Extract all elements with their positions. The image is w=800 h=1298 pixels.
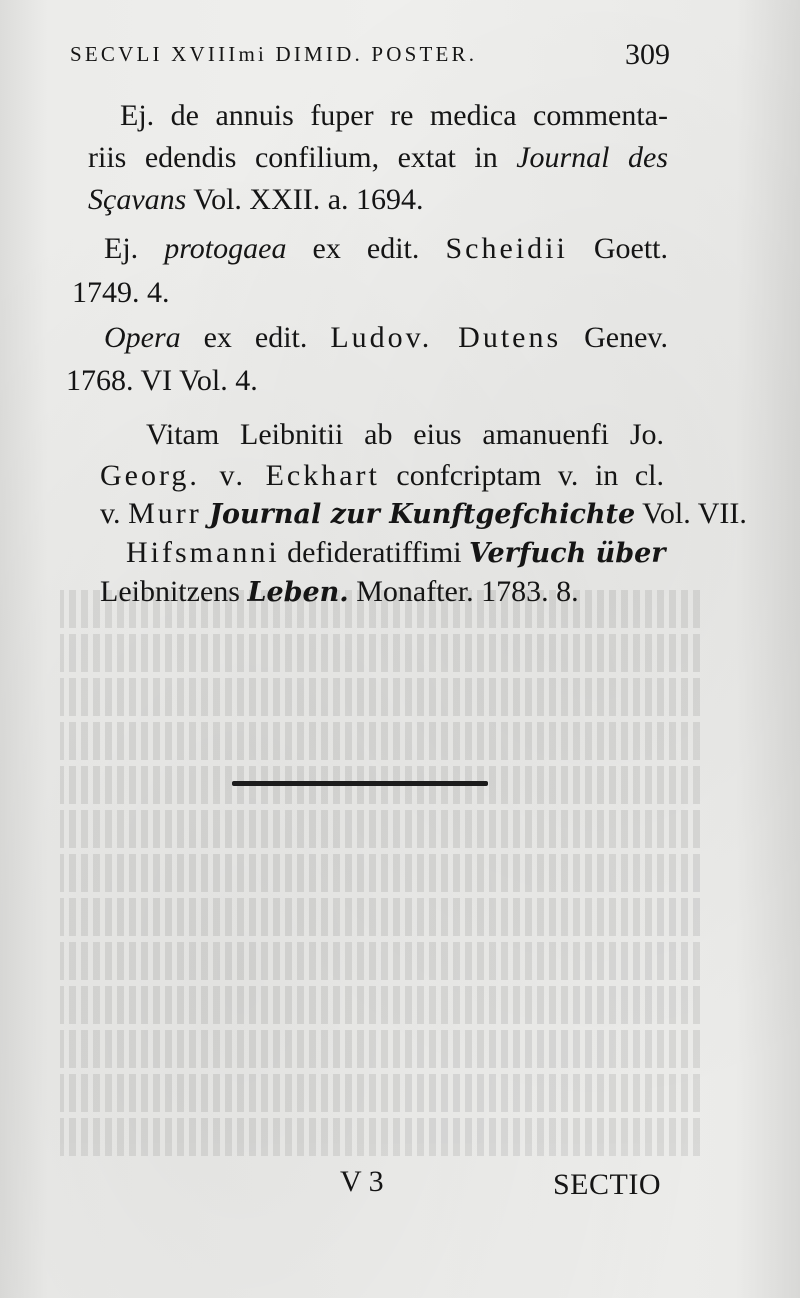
text-line: Ej. de annuis fuper re medica commenta- bbox=[120, 99, 668, 132]
text-line: 1749. 4. bbox=[72, 276, 170, 309]
text-line: v. Murr Journal zur Kunftgefchichte Vol. VII. bbox=[100, 497, 747, 530]
text-line: Ej. protogaea ex edit. Scheidii Goett. bbox=[104, 232, 668, 265]
page-header bbox=[70, 38, 670, 78]
signature-mark: V 3 bbox=[340, 1165, 384, 1198]
text-line: Vitam Leibnitii ab eius amanuenfi Jo. bbox=[146, 418, 664, 451]
catchword: SECTIO bbox=[553, 1168, 661, 1201]
text-line: Leibnitzens Leben. Monafter. 1783. 8. bbox=[100, 575, 579, 608]
running-head: SECVLI XVIIImi DIMID. POSTER. bbox=[70, 42, 478, 66]
text-line: Sçavans Vol. XXII. a. 1694. bbox=[88, 183, 424, 216]
text-line: 1768. VI Vol. 4. bbox=[66, 364, 258, 397]
page-number: 309 bbox=[625, 38, 670, 71]
text-line: Opera ex edit. Ludov. Dutens Genev. bbox=[104, 321, 668, 354]
bleed-through-text bbox=[60, 590, 700, 1162]
text-line: Hifsmanni defideratiffimi Verfuch über bbox=[126, 536, 666, 569]
section-end-rule bbox=[232, 781, 488, 786]
text-line: Georg. v. Eckhart confcriptam v. in cl. bbox=[100, 459, 665, 492]
text-line: riis edendis confilium, extat in Journal des bbox=[88, 141, 668, 174]
